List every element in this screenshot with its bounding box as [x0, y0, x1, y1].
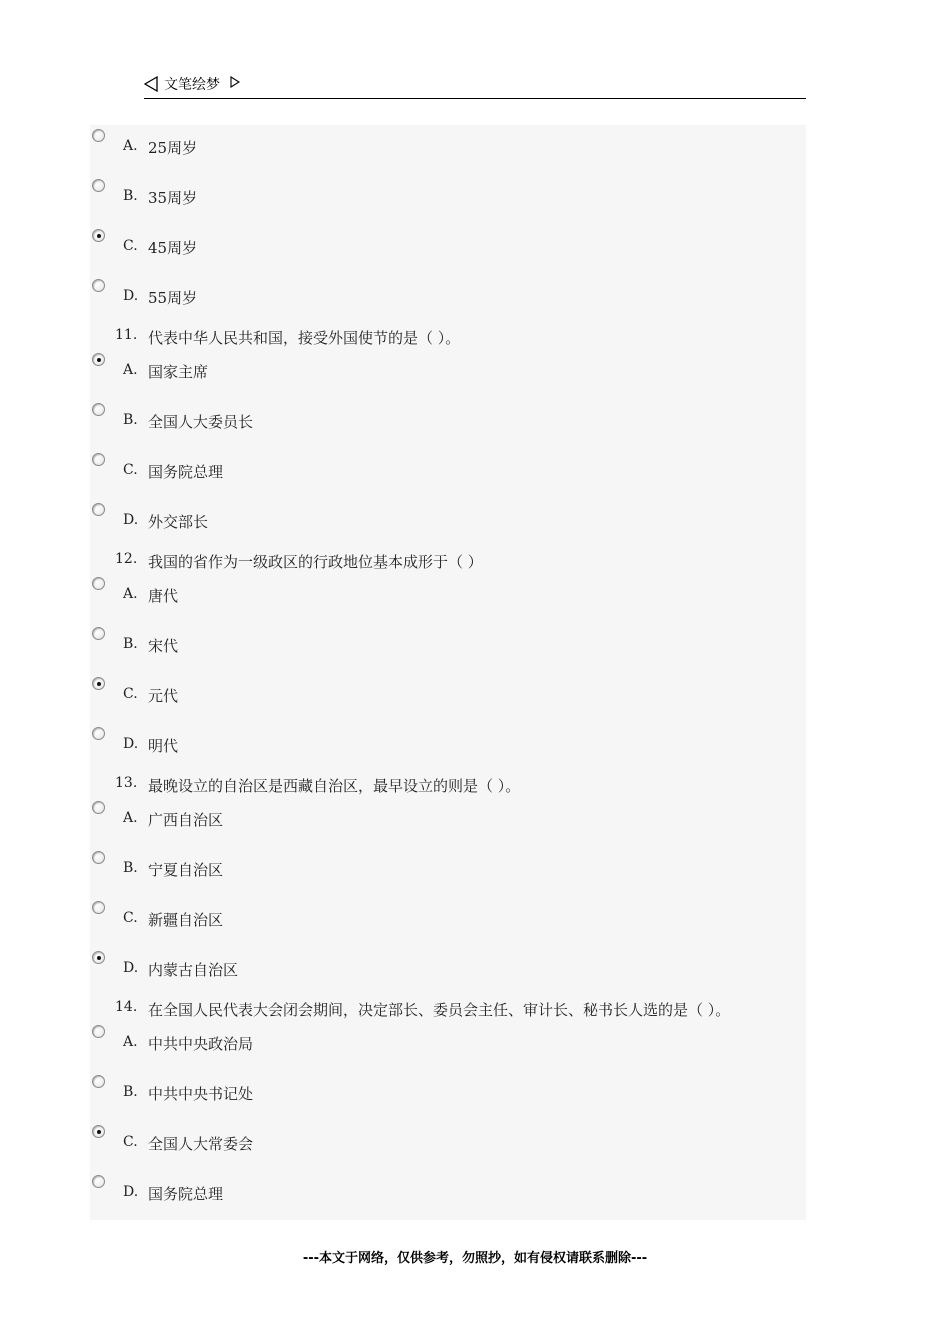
option-row[interactable] — [90, 627, 806, 657]
option-letter: A. — [123, 138, 138, 154]
option-letter: A. — [123, 810, 138, 826]
option-row[interactable] — [90, 727, 806, 757]
option-text: 外交部长 — [148, 513, 209, 531]
option-text: 广西自治区 — [148, 811, 224, 829]
header-brand: 文笔绘梦 — [164, 77, 220, 93]
question-text: 代表中华人民共和国，接受外国使节的是（ ）。 — [148, 329, 461, 347]
option-text: 全国人大常委会 — [148, 1135, 254, 1153]
option-row[interactable] — [90, 179, 806, 209]
option-text: 45周岁 — [148, 239, 198, 257]
page-footer: ---本文于网络，仅供参考，勿照抄，如有侵权请联系删除--- — [302, 1251, 648, 1266]
radio-button[interactable] — [92, 403, 105, 416]
option-text: 宁夏自治区 — [148, 861, 224, 879]
option-letter: B. — [123, 636, 138, 652]
option-text: 35周岁 — [148, 189, 198, 207]
option-letter: B. — [123, 1084, 138, 1100]
option-row[interactable] — [90, 577, 806, 607]
option-row[interactable] — [90, 851, 806, 881]
option-letter: C. — [123, 238, 138, 254]
radio-button[interactable] — [92, 229, 105, 242]
question-row — [90, 551, 806, 573]
option-row[interactable] — [90, 353, 806, 383]
radio-button[interactable] — [92, 901, 105, 914]
triangle-left-icon — [144, 76, 158, 92]
option-text: 唐代 — [148, 587, 179, 605]
option-row[interactable] — [90, 129, 806, 159]
option-text: 元代 — [148, 687, 179, 705]
option-text: 中共中央政治局 — [148, 1035, 254, 1053]
option-row[interactable] — [90, 801, 806, 831]
radio-button[interactable] — [92, 1175, 105, 1188]
option-letter: C. — [123, 910, 138, 926]
quiz-panel — [90, 125, 806, 1220]
radio-button[interactable] — [92, 951, 105, 964]
radio-button[interactable] — [92, 1075, 105, 1088]
option-letter: D. — [123, 736, 139, 752]
option-letter: C. — [123, 462, 138, 478]
option-text: 国务院总理 — [148, 463, 224, 481]
option-letter: D. — [123, 960, 139, 976]
option-text: 国务院总理 — [148, 1185, 224, 1203]
radio-button[interactable] — [92, 503, 105, 516]
question-row — [90, 327, 806, 349]
question-number: 12. — [115, 551, 138, 567]
option-letter: A. — [123, 1034, 138, 1050]
radio-button[interactable] — [92, 851, 105, 864]
option-letter: D. — [123, 512, 139, 528]
radio-button[interactable] — [92, 129, 105, 142]
option-letter: B. — [123, 412, 138, 428]
option-text: 宋代 — [148, 637, 179, 655]
option-letter: A. — [123, 362, 138, 378]
option-row[interactable] — [90, 1125, 806, 1155]
option-text: 国家主席 — [148, 363, 209, 381]
option-row[interactable] — [90, 229, 806, 259]
question-text: 在全国人民代表大会闭会期间，决定部长、委员会主任、审计长、秘书长人选的是（ ）。 — [148, 1001, 731, 1019]
option-text: 中共中央书记处 — [148, 1085, 254, 1103]
option-text: 内蒙古自治区 — [148, 961, 239, 979]
radio-button[interactable] — [92, 353, 105, 366]
radio-button[interactable] — [92, 453, 105, 466]
option-text: 明代 — [148, 737, 179, 755]
option-row[interactable] — [90, 1075, 806, 1105]
option-letter: A. — [123, 586, 138, 602]
option-row[interactable] — [90, 677, 806, 707]
question-number: 13. — [115, 775, 138, 791]
option-row[interactable] — [90, 901, 806, 931]
question-number: 11. — [115, 327, 138, 343]
radio-button[interactable] — [92, 279, 105, 292]
triangle-right-icon — [230, 76, 240, 88]
radio-button[interactable] — [92, 801, 105, 814]
page-header — [144, 72, 806, 99]
option-text: 新疆自治区 — [148, 911, 224, 929]
question-row — [90, 775, 806, 797]
radio-button[interactable] — [92, 727, 105, 740]
option-row[interactable] — [90, 503, 806, 533]
option-letter: B. — [123, 860, 138, 876]
option-text: 全国人大委员长 — [148, 413, 254, 431]
radio-button[interactable] — [92, 677, 105, 690]
question-number: 14. — [115, 999, 138, 1015]
option-letter: C. — [123, 686, 138, 702]
radio-button[interactable] — [92, 1125, 105, 1138]
option-letter: D. — [123, 1184, 139, 1200]
option-row[interactable] — [90, 403, 806, 433]
question-text: 我国的省作为一级政区的行政地位基本成形于（ ） — [148, 553, 483, 571]
option-row[interactable] — [90, 279, 806, 309]
radio-button[interactable] — [92, 627, 105, 640]
option-text: 55周岁 — [148, 289, 198, 307]
option-letter: C. — [123, 1134, 138, 1150]
radio-button[interactable] — [92, 179, 105, 192]
option-letter: B. — [123, 188, 138, 204]
radio-button[interactable] — [92, 577, 105, 590]
option-row[interactable] — [90, 1175, 806, 1205]
question-row — [90, 999, 806, 1021]
question-text: 最晚设立的自治区是西藏自治区，最早设立的则是（ ）。 — [148, 777, 521, 795]
option-text: 25周岁 — [148, 139, 198, 157]
option-letter: D. — [123, 288, 139, 304]
radio-button[interactable] — [92, 1025, 105, 1038]
option-row[interactable] — [90, 951, 806, 981]
option-row[interactable] — [90, 1025, 806, 1055]
option-row[interactable] — [90, 453, 806, 483]
